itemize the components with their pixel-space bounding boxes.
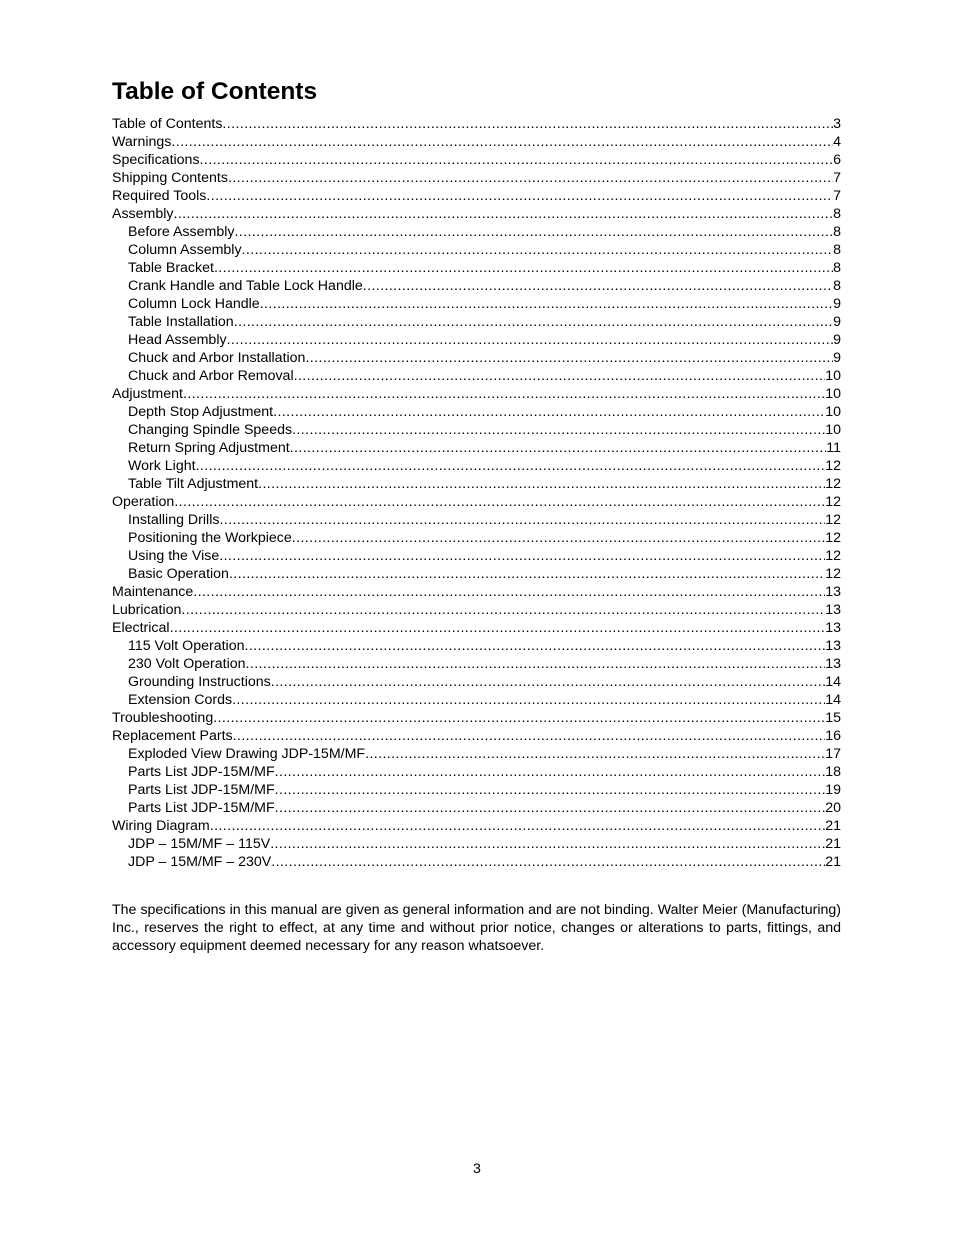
toc-leader-dots (275, 799, 826, 817)
toc-entry-label: Extension Cords (128, 692, 233, 708)
toc-leader-dots (271, 853, 825, 871)
toc-leader-dots (294, 367, 826, 385)
toc-entry-page: 10 (825, 386, 841, 402)
toc-leader-dots (275, 781, 826, 799)
toc-entry-label: Basic Operation (128, 566, 229, 582)
toc-entry[interactable] (112, 475, 841, 493)
toc-entry[interactable] (112, 277, 841, 295)
toc-entry[interactable] (112, 637, 841, 655)
toc-entry[interactable] (112, 709, 841, 727)
toc-entry-label: Return Spring Adjustment (128, 440, 290, 456)
toc-leader-dots (174, 493, 825, 511)
toc-entry-page: 9 (833, 314, 841, 330)
toc-entry-label: Grounding Instructions (128, 674, 271, 690)
toc-entry[interactable] (112, 493, 841, 511)
toc-leader-dots (258, 475, 825, 493)
toc-leader-dots (292, 421, 825, 439)
toc-entry-label: Maintenance (112, 584, 194, 600)
toc-leader-dots (171, 133, 833, 151)
toc-leader-dots (222, 115, 833, 133)
toc-entry-label: Installing Drills (128, 512, 220, 528)
toc-entry-page: 7 (833, 170, 841, 186)
toc-entry[interactable] (112, 655, 841, 673)
toc-entry-page: 11 (826, 440, 841, 456)
toc-entry-page: 7 (833, 188, 841, 204)
toc-entry-page: 13 (825, 656, 841, 672)
toc-entry-page: 10 (825, 368, 841, 384)
toc-leader-dots (260, 295, 833, 313)
toc-entry-page: 13 (825, 638, 841, 654)
toc-entry-label: Changing Spindle Speeds (128, 422, 293, 438)
toc-entry[interactable] (112, 547, 841, 565)
toc-leader-dots (234, 313, 833, 331)
toc-entry-page: 8 (833, 260, 841, 276)
toc-entry[interactable] (112, 691, 841, 709)
toc-entry-page: 21 (825, 818, 841, 834)
toc-leader-dots (174, 205, 834, 223)
toc-entry-page: 14 (825, 674, 841, 690)
toc-entry-label: Required Tools (112, 188, 207, 204)
toc-entry[interactable] (112, 151, 841, 169)
toc-entry-page: 12 (825, 512, 841, 528)
toc-leader-dots (273, 403, 825, 421)
toc-entry-page: 20 (825, 800, 841, 816)
toc-leader-dots (363, 277, 833, 295)
toc-entry[interactable] (112, 835, 841, 853)
toc-entry-label: Parts List JDP-15M/MF (128, 764, 275, 780)
toc-entry-label: Positioning the Workpiece (128, 530, 292, 546)
toc-entry-label: JDP – 15M/MF – 115V (128, 836, 271, 852)
toc-entry[interactable] (112, 799, 841, 817)
toc-entry-label: Table Tilt Adjustment (128, 476, 259, 492)
page-number: 3 (473, 1161, 481, 1177)
toc-entry[interactable] (112, 529, 841, 547)
toc-entry[interactable] (112, 853, 841, 871)
toc-entry-label: Work Light (128, 458, 196, 474)
toc-leader-dots (246, 655, 826, 673)
toc-entry[interactable] (112, 403, 841, 421)
toc-entry-page: 3 (833, 116, 841, 132)
toc-entry-page: 12 (825, 458, 841, 474)
toc-entry-label: Specifications (112, 152, 200, 168)
toc-entry-page: 4 (833, 134, 841, 150)
toc-leader-dots (271, 673, 825, 691)
toc-entry-label: Warnings (112, 134, 172, 150)
toc-entry[interactable] (112, 565, 841, 583)
toc-leader-dots (214, 259, 833, 277)
toc-leader-dots (232, 691, 825, 709)
toc-entry-label: Shipping Contents (112, 170, 228, 186)
toc-leader-dots (193, 583, 825, 601)
toc-leader-dots (290, 439, 827, 457)
toc-entry-page: 19 (825, 782, 841, 798)
toc-entry[interactable] (112, 673, 841, 691)
toc-entry[interactable] (112, 817, 841, 835)
toc-leader-dots (292, 529, 825, 547)
toc-entry-label: Operation (112, 494, 175, 510)
toc-entry-page: 8 (833, 278, 841, 294)
toc-entry-page: 8 (833, 224, 841, 240)
toc-entry[interactable] (112, 169, 841, 187)
toc-entry-page: 14 (825, 692, 841, 708)
toc-entry[interactable] (112, 241, 841, 259)
toc-entry-label: JDP – 15M/MF – 230V (128, 854, 272, 870)
toc-leader-dots (228, 169, 833, 187)
toc-entry-label: Exploded View Drawing JDP-15M/MF (128, 746, 366, 762)
toc-leader-dots (206, 187, 833, 205)
toc-leader-dots (196, 457, 826, 475)
toc-entry-page: 8 (833, 206, 841, 222)
toc-entry-page: 9 (833, 332, 841, 348)
toc-leader-dots (227, 331, 834, 349)
toc-entry-label: Assembly (112, 206, 174, 222)
toc-leader-dots (219, 547, 825, 565)
toc-entry-label: Lubrication (112, 602, 182, 618)
toc-entry[interactable] (112, 205, 841, 223)
toc-entry[interactable] (112, 313, 841, 331)
toc-entry-page: 9 (833, 296, 841, 312)
table-of-contents (112, 115, 841, 871)
toc-entry-page: 18 (825, 764, 841, 780)
toc-entry-label: Chuck and Arbor Removal (128, 368, 294, 384)
toc-entry-label: 115 Volt Operation (128, 638, 245, 654)
toc-entry-page: 8 (833, 242, 841, 258)
toc-entry-label: Before Assembly (128, 224, 235, 240)
toc-entry[interactable] (112, 367, 841, 385)
toc-entry[interactable] (112, 727, 841, 745)
toc-entry[interactable] (112, 349, 841, 367)
toc-entry[interactable] (112, 187, 841, 205)
toc-entry[interactable] (112, 781, 841, 799)
toc-entry[interactable] (112, 763, 841, 781)
toc-entry-page: 12 (825, 530, 841, 546)
toc-entry-label: Column Lock Handle (128, 296, 260, 312)
toc-entry-page: 13 (825, 620, 841, 636)
toc-entry-page: 13 (825, 584, 841, 600)
toc-leader-dots (234, 223, 833, 241)
toc-entry-label: Parts List JDP-15M/MF (128, 782, 275, 798)
toc-entry[interactable] (112, 421, 841, 439)
toc-leader-dots (233, 727, 826, 745)
toc-entry[interactable] (112, 619, 841, 637)
toc-entry-label: Using the Vise (128, 548, 220, 564)
toc-entry-label: Adjustment (112, 386, 183, 402)
toc-entry-label: Table Bracket (128, 260, 214, 276)
toc-entry-page: 12 (825, 476, 841, 492)
toc-entry[interactable] (112, 115, 841, 133)
toc-entry-page: 21 (825, 836, 841, 852)
toc-entry-label: Table of Contents (112, 116, 223, 132)
toc-entry[interactable] (112, 457, 841, 475)
toc-leader-dots (270, 835, 825, 853)
toc-entry-label: Table Installation (128, 314, 234, 330)
toc-entry-page: 12 (825, 566, 841, 582)
toc-entry-label: Head Assembly (128, 332, 227, 348)
toc-entry-page: 10 (825, 404, 841, 420)
toc-leader-dots (210, 817, 825, 835)
toc-entry-page: 16 (825, 728, 841, 744)
toc-entry[interactable] (112, 745, 841, 763)
page-title: Table of Contents (112, 78, 318, 105)
toc-leader-dots (244, 637, 825, 655)
toc-entry[interactable] (112, 439, 841, 457)
toc-entry-label: Depth Stop Adjustment (128, 404, 274, 420)
toc-leader-dots (305, 349, 833, 367)
toc-entry[interactable] (112, 223, 841, 241)
toc-entry-label: Crank Handle and Table Lock Handle (128, 278, 363, 294)
toc-entry-label: Troubleshooting (112, 710, 214, 726)
toc-entry-label: Column Assembly (128, 242, 242, 258)
toc-entry[interactable] (112, 601, 841, 619)
toc-entry-page: 15 (825, 710, 841, 726)
disclaimer-paragraph: The specifications in this manual are given as general information and are not binding. Walter Meier (Manufacturing) Inc., reserves the right to effect, at any time and without prior notice, changes or alterations to parts, fittings, and accessory equipment deemed necessary for any reason whatsoever. (112, 902, 841, 954)
toc-entry-page: 10 (825, 422, 841, 438)
toc-leader-dots (213, 709, 825, 727)
toc-entry-page: 21 (825, 854, 841, 870)
toc-entry-label: Chuck and Arbor Installation (128, 350, 306, 366)
toc-leader-dots (170, 619, 826, 637)
toc-entry-page: 9 (833, 350, 841, 366)
toc-entry[interactable] (112, 331, 841, 349)
toc-entry-page: 13 (825, 602, 841, 618)
toc-entry[interactable] (112, 295, 841, 313)
toc-leader-dots (200, 151, 834, 169)
toc-leader-dots (275, 763, 826, 781)
toc-entry-page: 17 (825, 746, 841, 762)
toc-leader-dots (242, 241, 834, 259)
toc-leader-dots (181, 601, 825, 619)
toc-entry-label: Replacement Parts (112, 728, 233, 744)
toc-entry[interactable] (112, 133, 841, 151)
toc-entry-label: Parts List JDP-15M/MF (128, 800, 275, 816)
toc-leader-dots (183, 385, 825, 403)
toc-leader-dots (229, 565, 825, 583)
toc-entry-page: 6 (833, 152, 841, 168)
toc-entry[interactable] (112, 259, 841, 277)
toc-entry-page: 12 (825, 494, 841, 510)
toc-entry[interactable] (112, 583, 841, 601)
toc-entry[interactable] (112, 385, 841, 403)
toc-leader-dots (219, 511, 825, 529)
toc-entry-label: 230 Volt Operation (128, 656, 246, 672)
toc-entry-label: Electrical (112, 620, 170, 636)
toc-entry-label: Wiring Diagram (112, 818, 210, 834)
toc-leader-dots (365, 745, 825, 763)
toc-entry[interactable] (112, 511, 841, 529)
toc-entry-page: 12 (825, 548, 841, 564)
